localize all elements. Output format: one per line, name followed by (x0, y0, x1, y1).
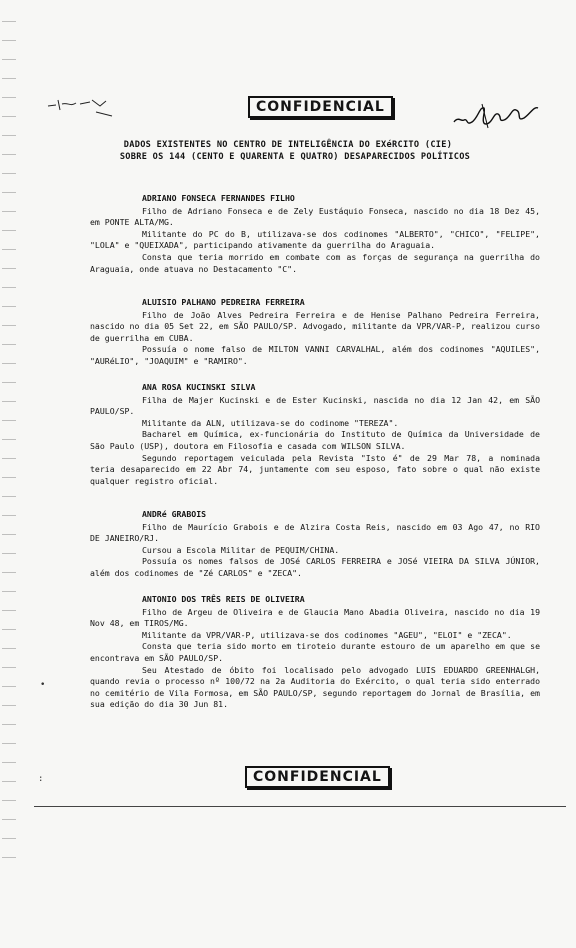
entry-paragraph: Filho de João Alves Pedreira Ferreira e de Henise Palhano Pedreira Ferreira, nascido no dia 05 Set 22, em SÃO PAULO/SP. Advogado, militante da VPR/VAR-P, realizou curso de guerrilha em CUBA. (90, 309, 540, 343)
entry-paragraph: Militante do PC do B, utilizava-se dos codinomes "ALBERTO", "CHICO", "FELIPE", "LOLA" e "QUEIXADA", participando ativamente da guerrilha do Araguaia. (90, 228, 540, 251)
entry-paragraph: Segundo reportagem veiculada pela Revista "Isto é" de 29 Mar 78, a nominada teria desaparecido em 22 Abr 74, juntamente com seu esposo, fato sobre o qual não existe qualquer registro oficial. (90, 452, 540, 486)
margin-mark: : (38, 774, 44, 784)
entry-paragraph: Possuía os nomes falsos de JOSé CARLOS FERREIRA e JOSé VIEIRA DA SILVA JÚNIOR, além dos codinomes de "Zé CARLOS" e "ZECA". (90, 556, 540, 578)
entry-paragraph: Militante da ALN, utilizava-se do codinome "TEREZA". (142, 417, 399, 428)
confidential-stamp-top: CONFIDENCIAL (248, 96, 393, 118)
header-title-line1: DADOS EXISTENTES NO CENTRO DE INTELIGÊNCIA DO EXéRCITO (CIE) (123, 140, 453, 150)
entry-paragraph: Filha de Majer Kucinski e de Ester Kucinski, nascida no dia 12 Jan 42, em SÃO PAULO/SP. (90, 394, 540, 417)
entry-paragraph: Filho de Argeu de Oliveira e de Glaucia Mano Abadia Oliveira, nascido no dia 19 Nov 48, em TIROS/MG. (90, 606, 540, 629)
entry-paragraph: Filho de Adriano Fonseca e de Zely Eustáquio Fonseca, nascido no dia 18 Dez 45, em PONTE ALTA/MG. (90, 205, 540, 228)
handwritten-mark (46, 92, 116, 122)
entry-aluisio (90, 297, 540, 368)
entry-paragraph: Cursou a Escola Militar de PEQUIM/CHINA. (142, 544, 340, 555)
entry-andre (90, 509, 540, 580)
entry-name: ANDRé GRABOIS (142, 509, 207, 519)
entry-paragraph: Consta que teria sido morto em tiroteio durante estouro de um aparelho em que se encontrava em SÃO PAULO/SP. (90, 641, 540, 663)
header-title-line2: SOBRE OS 144 (CENTO E QUARENTA E QUATRO) DESAPARECIDOS POLÍTICOS (119, 152, 471, 162)
entry-paragraph: Filho de Maurício Grabois e de Alzira Costa Reis, nascido em 03 Ago 47, no RIO DE JANEIRO/RJ. (90, 521, 540, 544)
entry-paragraph: Militante da VPR/VAR-P, utilizava-se dos codinomes "AGEU", "ELOI" e "ZECA". (142, 629, 512, 640)
entry-paragraph: Possuía o nome falso de MILTON VANNI CARVALHAL, além dos codinomes "AQUILES", "AURéLIO", "JOAQUIM" e "RAMIRO". (90, 344, 540, 366)
entry-paragraph: Consta que teria morrido em combate com as forças de segurança na guerrilha do Araguaia, onde atuava no Destacamento "C". (90, 251, 540, 274)
entry-name: ANA ROSA KUCINSKI SILVA (142, 382, 256, 392)
entry-paragraph: Seu Atestado de óbito foi localisado pelo advogado LUIS EDUARDO GREENHALGH, quando revia o processo nº 100/72 na 2a Auditoria do Exército, o qual teria sido enterrado no cemitério de Vila Formosa, em SÃO PAULO/SP, segundo reportagem do Jornal de Brasília, em sua edição do dia 30 Jun 81. (90, 664, 540, 710)
entry-adriano (90, 193, 540, 275)
margin-mark: • (40, 680, 46, 690)
entry-antonio (90, 594, 540, 711)
handwritten-signature (452, 100, 542, 134)
entry-name: ANTONIO DOS TRÊS REIS DE OLIVEIRA (142, 594, 305, 604)
entry-paragraph: Bacharel em Química, ex-funcionária do Instituto de Química da Universidade de São Paulo (USP), doutora em Filosofia e casada com WILSON SILVA. (90, 429, 540, 451)
entry-name: ALUISIO PALHANO PEDREIRA FERREIRA (142, 297, 305, 307)
confidential-stamp-bottom: CONFIDENCIAL (245, 766, 390, 788)
document-header (0, 139, 576, 163)
page-rule (34, 806, 566, 807)
entry-name: ADRIANO FONSECA FERNANDES FILHO (142, 193, 295, 203)
entry-ana-rosa (90, 382, 540, 487)
